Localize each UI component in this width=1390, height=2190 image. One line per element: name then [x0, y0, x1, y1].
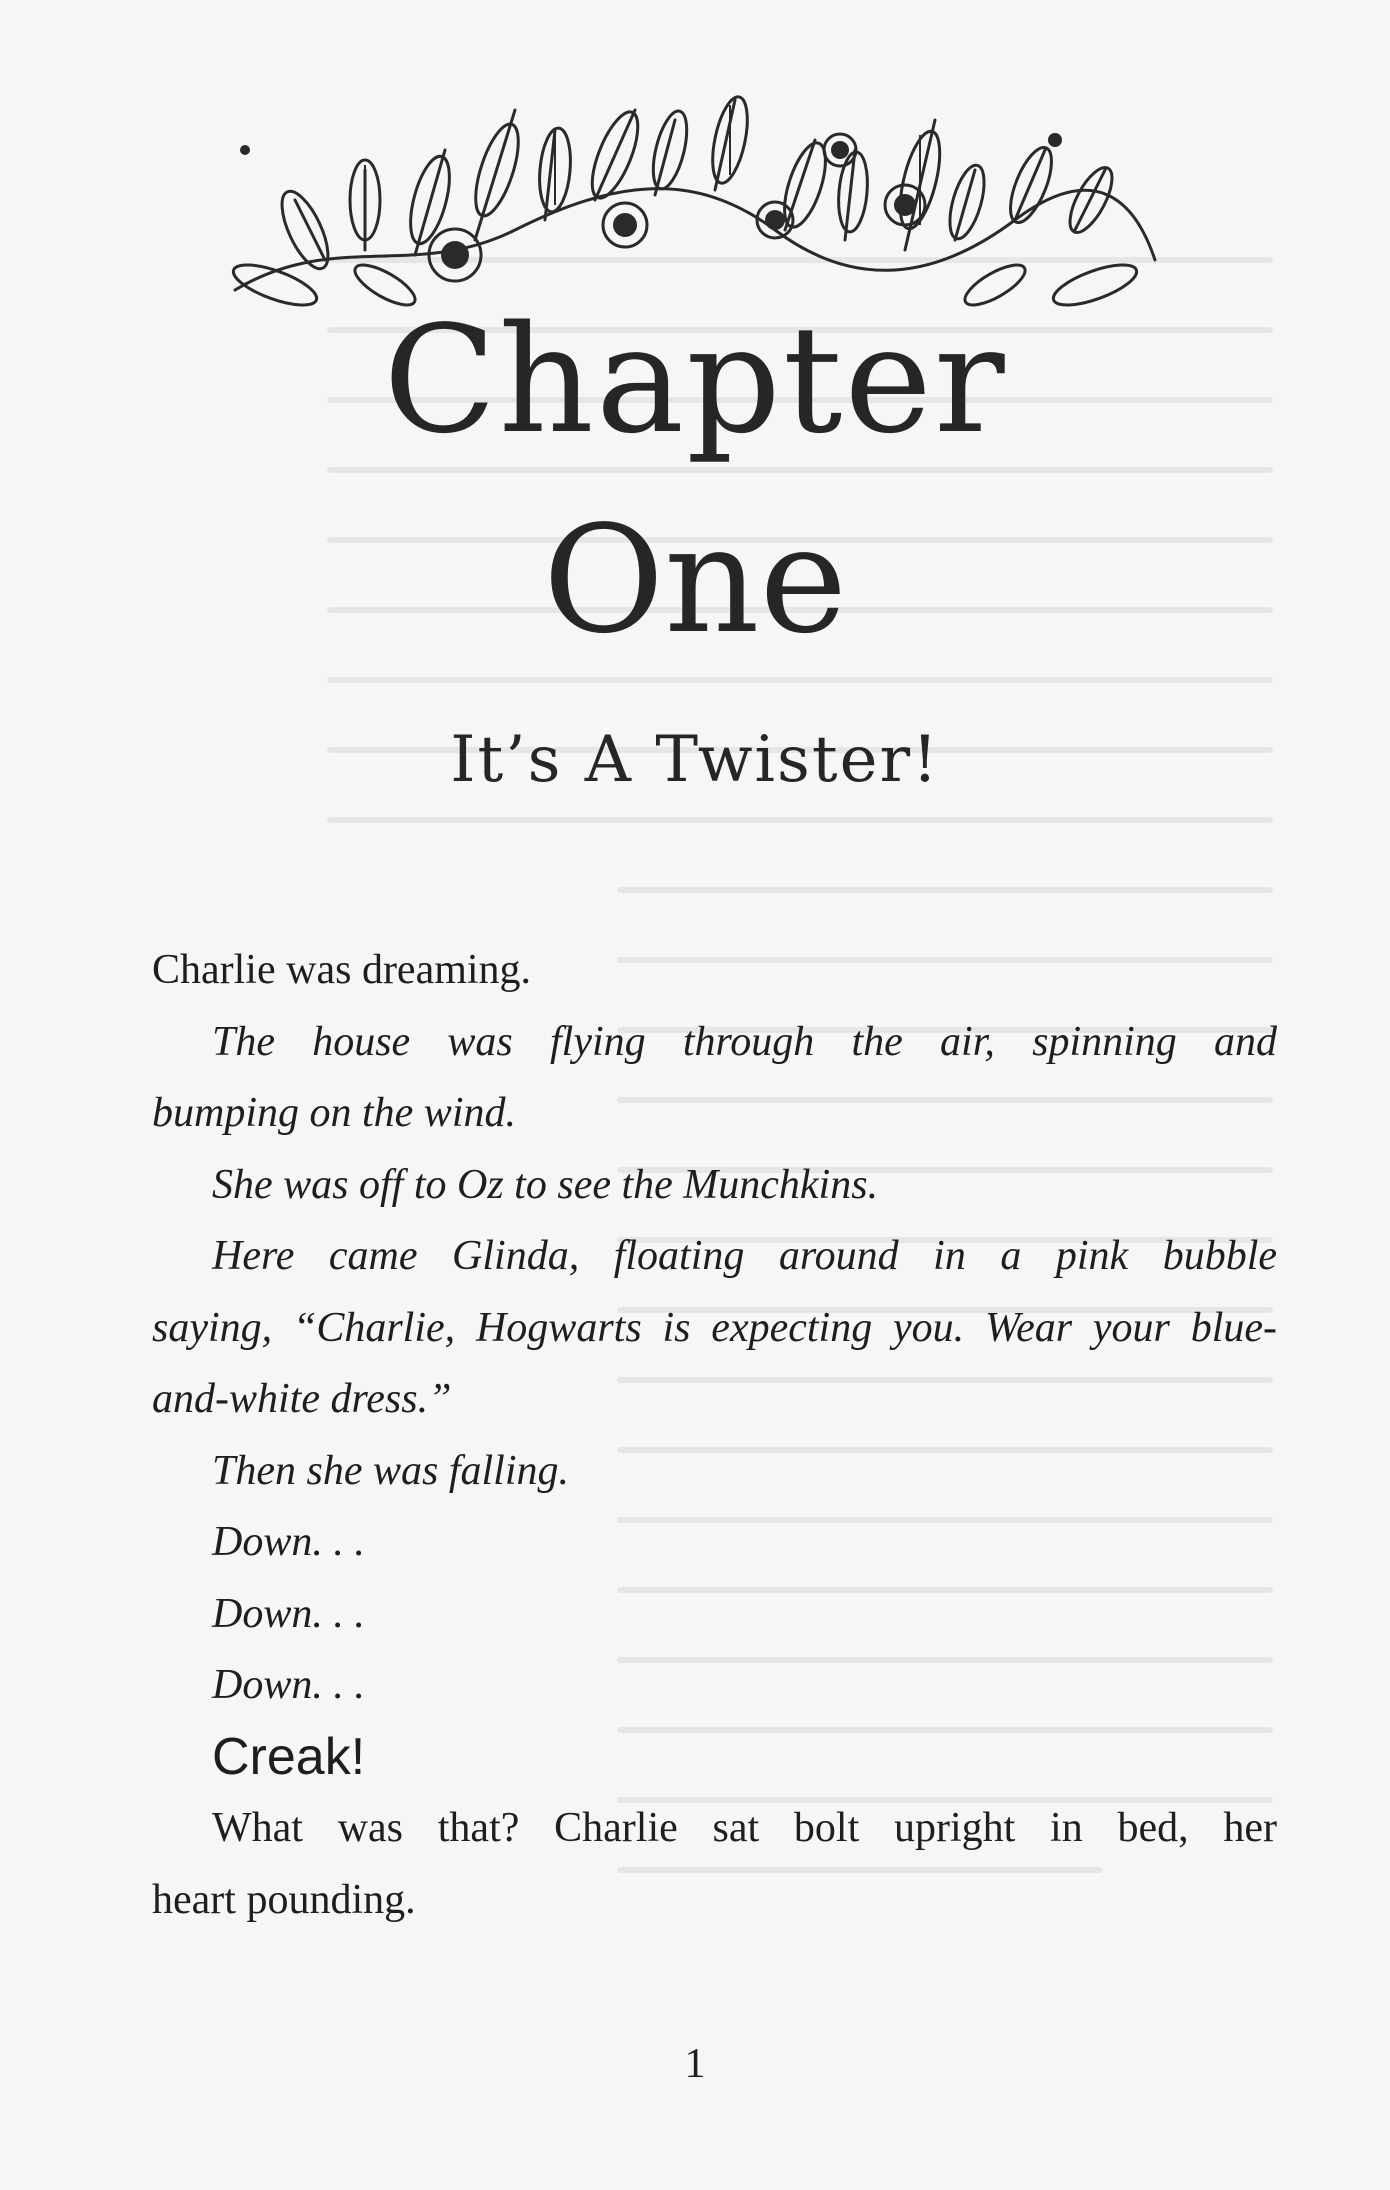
page-number: 1: [684, 2041, 706, 2087]
chapter-number: One: [542, 494, 848, 666]
text-line: bumping on the wind.: [152, 1090, 516, 1136]
text-line: Down. . .: [212, 1590, 365, 1637]
chapter-subtitle: It’s A Twister!: [450, 723, 940, 797]
creak-line: Creak!: [212, 1727, 366, 1786]
text-line: heart pounding.: [152, 1876, 416, 1923]
text-line: and-white dress.”: [152, 1376, 452, 1422]
text-line: Charlie was dreaming.: [152, 947, 532, 993]
text-line: The house was flying through the air, spinning and: [212, 1018, 1277, 1065]
text-line: Down. . .: [212, 1519, 365, 1565]
chapter-body: [152, 935, 1277, 1936]
text-line: She was off to Oz to see the Munchkins.: [212, 1161, 879, 1208]
chapter-heading: Chapter: [383, 294, 1007, 466]
text-line: Then she was falling.: [212, 1447, 570, 1494]
text-line: What was that? Charlie sat bolt upright in bed, her: [212, 1805, 1277, 1851]
text-line: Down. . .: [212, 1662, 365, 1708]
text-line: saying, “Charlie, Hogwarts is expecting you. Wear your blue-: [152, 1304, 1277, 1351]
text-line: Here came Glinda, floating around in a pink bubble: [212, 1233, 1277, 1279]
